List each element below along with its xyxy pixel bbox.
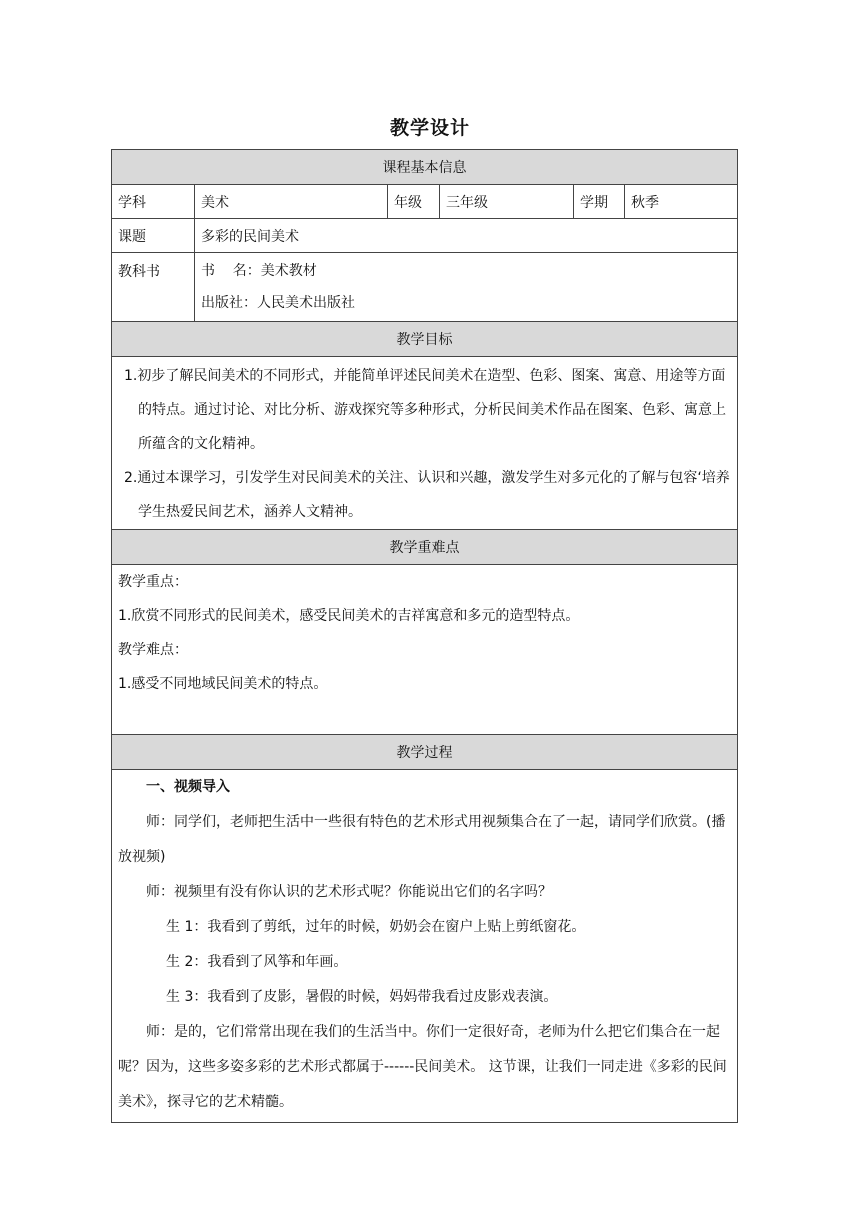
process-paragraph-1: 师：同学们，老师把生活中一些很有特色的艺术形式用视频集合在了一起，请同学们欣赏。(播放视频) (118, 814, 726, 865)
publisher-line: 出版社：人民美术出版社 (201, 295, 355, 311)
book-name-line: 书 名：美术教材 (201, 263, 317, 279)
lesson-plan-table (111, 149, 738, 1123)
focus-item: 1.欣赏不同形式的民间美术，感受民间美术的吉祥寓意和多元的造型特点。 (118, 608, 580, 624)
process-header: 教学过程 (112, 735, 738, 770)
basic-info-header: 课程基本信息 (112, 150, 738, 185)
textbook-label: 教科书 (112, 253, 195, 322)
process-content (112, 770, 738, 1123)
student-answer-2: 生 2：我看到了风筝和年画。 (166, 954, 348, 970)
document-title: 教学设计 (389, 117, 470, 139)
term-value: 秋季 (625, 185, 738, 219)
topic-value: 多彩的民间美术 (195, 219, 738, 253)
topic-label: 课题 (112, 219, 195, 253)
process-paragraph-2: 师：视频里有没有你认识的艺术形式呢？你能说出它们的名字吗？ (146, 884, 552, 900)
process-paragraph-3: 师：是的，它们常常出现在我们的生活当中。你们一定很好奇，老师为什么把它们集合在一起呢？因为，这些多姿多彩的艺术形式都属于------民间美术。 这节课，让我们一同走进《多彩的民间美术》，探寻它的艺术精髓。 (118, 1024, 727, 1110)
goal-item-1: 1.初步了解民间美术的不同形式，并能简单评述民间美术在造型、色彩、图案、寓意、用途等方面的特点。通过讨论、对比分析、游戏探究等多种形式，分析民间美术作品在图案、色彩、寓意上所蕴含的文化精神。 (124, 368, 726, 452)
grade-value: 三年级 (440, 185, 574, 219)
term-label: 学期 (574, 185, 625, 219)
subject-value: 美术 (195, 185, 388, 219)
focus-label: 教学重点： (118, 574, 188, 590)
difficulty-item: 1.感受不同地域民间美术的特点。 (118, 676, 328, 692)
subject-label: 学科 (112, 185, 195, 219)
key-points-content (112, 565, 738, 735)
student-answer-3: 生 3：我看到了皮影，暑假的时候，妈妈带我看过皮影戏表演。 (166, 989, 558, 1005)
textbook-info (195, 253, 738, 322)
student-answer-1: 生 1：我看到了剪纸，过年的时候，奶奶会在窗户上贴上剪纸窗花。 (166, 919, 586, 935)
goal-item-2: 2.通过本课学习，引发学生对民间美术的关注、认识和兴趣，激发学生对多元化的了解与包容‘培养学生热爱民间艺术，涵养人文精神。 (124, 470, 730, 520)
key-points-header: 教学重难点 (112, 530, 738, 565)
goals-content (112, 357, 738, 530)
grade-label: 年级 (388, 185, 440, 219)
goals-header: 教学目标 (112, 322, 738, 357)
process-section-title: 一、视频导入 (146, 779, 230, 795)
difficulty-label: 教学难点： (118, 642, 188, 658)
